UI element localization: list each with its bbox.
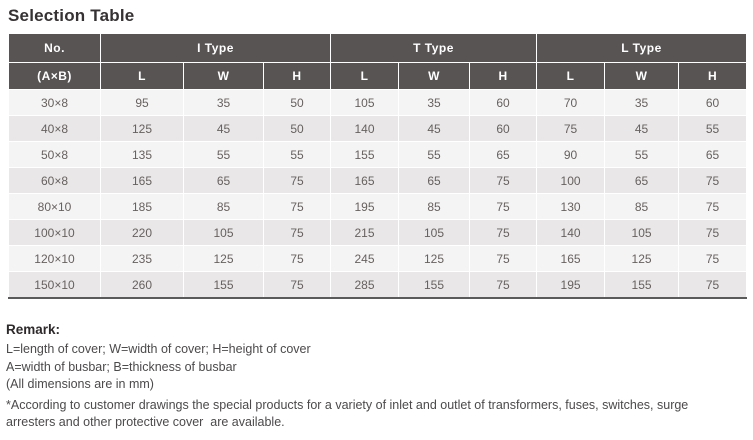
col-header-l-h: H bbox=[679, 63, 747, 90]
dimension-cell: 125 bbox=[605, 246, 679, 272]
dimension-cell: 85 bbox=[399, 194, 470, 220]
dimension-cell: 165 bbox=[537, 246, 605, 272]
dimension-cell: 35 bbox=[399, 90, 470, 116]
dimension-cell: 285 bbox=[331, 272, 399, 299]
dimension-cell: 75 bbox=[264, 246, 331, 272]
dimension-cell: 220 bbox=[101, 220, 184, 246]
remark-heading: Remark: bbox=[6, 322, 61, 337]
col-header-l-l: L bbox=[537, 63, 605, 90]
table-row bbox=[9, 90, 747, 116]
dimension-cell: 55 bbox=[264, 142, 331, 168]
remark-line-legend-lwh: L=length of cover; W=width of cover; H=height of cover bbox=[6, 342, 311, 356]
dimension-cell: 35 bbox=[605, 90, 679, 116]
dimension-cell: 65 bbox=[470, 142, 537, 168]
table-row bbox=[9, 142, 747, 168]
remark-footnote bbox=[6, 397, 753, 432]
dimension-cell: 100 bbox=[537, 168, 605, 194]
dimension-cell: 75 bbox=[679, 194, 747, 220]
table-header bbox=[9, 34, 747, 90]
dimension-cell: 60 bbox=[679, 90, 747, 116]
dimension-cell: 75 bbox=[264, 220, 331, 246]
dimension-cell: 165 bbox=[101, 168, 184, 194]
dimension-cell: 245 bbox=[331, 246, 399, 272]
dimension-cell: 235 bbox=[101, 246, 184, 272]
dimension-cell: 65 bbox=[399, 168, 470, 194]
row-size-cell: 120×10 bbox=[9, 246, 101, 272]
dimension-cell: 65 bbox=[605, 168, 679, 194]
dimension-cell: 60 bbox=[470, 116, 537, 142]
dimension-cell: 155 bbox=[399, 272, 470, 299]
col-header-i-l: L bbox=[101, 63, 184, 90]
dimension-cell: 125 bbox=[184, 246, 264, 272]
dimension-cell: 155 bbox=[605, 272, 679, 299]
dimension-cell: 45 bbox=[605, 116, 679, 142]
remark-line-legend-ab: A=width of busbar; B=thickness of busbar bbox=[6, 359, 237, 374]
dimension-cell: 75 bbox=[679, 246, 747, 272]
col-header-t-w: W bbox=[399, 63, 470, 90]
col-header-t-h: H bbox=[470, 63, 537, 90]
dimension-cell: 45 bbox=[184, 116, 264, 142]
dimension-cell: 140 bbox=[537, 220, 605, 246]
row-size-cell: 150×10 bbox=[9, 272, 101, 299]
dimension-cell: 55 bbox=[605, 142, 679, 168]
dimension-cell: 65 bbox=[184, 168, 264, 194]
dimension-cell: 35 bbox=[184, 90, 264, 116]
dimension-cell: 195 bbox=[331, 194, 399, 220]
dimension-cell: 75 bbox=[470, 272, 537, 299]
dimension-cell: 260 bbox=[101, 272, 184, 299]
dimension-cell: 75 bbox=[470, 194, 537, 220]
col-group-i-type: I Type bbox=[101, 34, 331, 63]
dimension-cell: 105 bbox=[331, 90, 399, 116]
row-size-cell: 40×8 bbox=[9, 116, 101, 142]
dimension-cell: 155 bbox=[184, 272, 264, 299]
row-size-cell: 100×10 bbox=[9, 220, 101, 246]
col-header-t-l: L bbox=[331, 63, 399, 90]
dimension-cell: 50 bbox=[264, 90, 331, 116]
dimension-cell: 55 bbox=[399, 142, 470, 168]
table-row bbox=[9, 116, 747, 142]
dimension-cell: 75 bbox=[264, 272, 331, 299]
dimension-cell: 105 bbox=[605, 220, 679, 246]
remark-line-dimensions: (All dimensions are in mm) bbox=[6, 377, 154, 391]
dimension-cell: 155 bbox=[331, 142, 399, 168]
dimension-cell: 140 bbox=[331, 116, 399, 142]
page-title: Selection Table bbox=[8, 6, 135, 25]
col-header-i-h: H bbox=[264, 63, 331, 90]
dimension-cell: 75 bbox=[537, 116, 605, 142]
remark-section bbox=[6, 322, 753, 432]
dimension-cell: 125 bbox=[399, 246, 470, 272]
dimension-cell: 75 bbox=[264, 194, 331, 220]
col-header-l-w: W bbox=[605, 63, 679, 90]
selection-table-body bbox=[9, 90, 747, 299]
dimension-cell: 75 bbox=[679, 168, 747, 194]
row-size-cell: 30×8 bbox=[9, 90, 101, 116]
table-row bbox=[9, 246, 747, 272]
dimension-cell: 125 bbox=[101, 116, 184, 142]
dimension-cell: 130 bbox=[537, 194, 605, 220]
sub-header-row bbox=[9, 63, 747, 90]
row-size-cell: 60×8 bbox=[9, 168, 101, 194]
dimension-cell: 70 bbox=[537, 90, 605, 116]
row-size-cell: 80×10 bbox=[9, 194, 101, 220]
dimension-cell: 50 bbox=[264, 116, 331, 142]
dimension-cell: 90 bbox=[537, 142, 605, 168]
dimension-cell: 45 bbox=[399, 116, 470, 142]
remark-footnote-line-1: *According to customer drawings the special products for a variety of inlet and outlet of transformers, fuses, switches, surge bbox=[6, 397, 689, 412]
dimension-cell: 65 bbox=[679, 142, 747, 168]
selection-table bbox=[8, 33, 747, 299]
dimension-cell: 95 bbox=[101, 90, 184, 116]
dimension-cell: 105 bbox=[399, 220, 470, 246]
col-header-axb: (A×B) bbox=[9, 63, 101, 90]
dimension-cell: 55 bbox=[184, 142, 264, 168]
col-group-l-type: L Type bbox=[537, 34, 747, 63]
dimension-cell: 75 bbox=[264, 168, 331, 194]
dimension-cell: 75 bbox=[679, 220, 747, 246]
dimension-cell: 195 bbox=[537, 272, 605, 299]
table-row bbox=[9, 220, 747, 246]
col-group-t-type: T Type bbox=[331, 34, 537, 63]
col-header-i-w: W bbox=[184, 63, 264, 90]
table-row bbox=[9, 272, 747, 299]
dimension-cell: 55 bbox=[679, 116, 747, 142]
dimension-cell: 75 bbox=[470, 246, 537, 272]
dimension-cell: 185 bbox=[101, 194, 184, 220]
col-group-no: No. bbox=[9, 34, 101, 63]
remark-footnote-line-2: arresters and other protective cover are available. bbox=[6, 415, 285, 429]
dimension-cell: 165 bbox=[331, 168, 399, 194]
dimension-cell: 105 bbox=[184, 220, 264, 246]
dimension-cell: 85 bbox=[605, 194, 679, 220]
table-row bbox=[9, 194, 747, 220]
dimension-cell: 85 bbox=[184, 194, 264, 220]
row-size-cell: 50×8 bbox=[9, 142, 101, 168]
dimension-cell: 60 bbox=[470, 90, 537, 116]
dimension-cell: 75 bbox=[470, 168, 537, 194]
dimension-cell: 215 bbox=[331, 220, 399, 246]
dimension-cell: 135 bbox=[101, 142, 184, 168]
dimension-cell: 75 bbox=[470, 220, 537, 246]
group-header-row bbox=[9, 34, 747, 63]
table-row bbox=[9, 168, 747, 194]
dimension-cell: 75 bbox=[679, 272, 747, 299]
